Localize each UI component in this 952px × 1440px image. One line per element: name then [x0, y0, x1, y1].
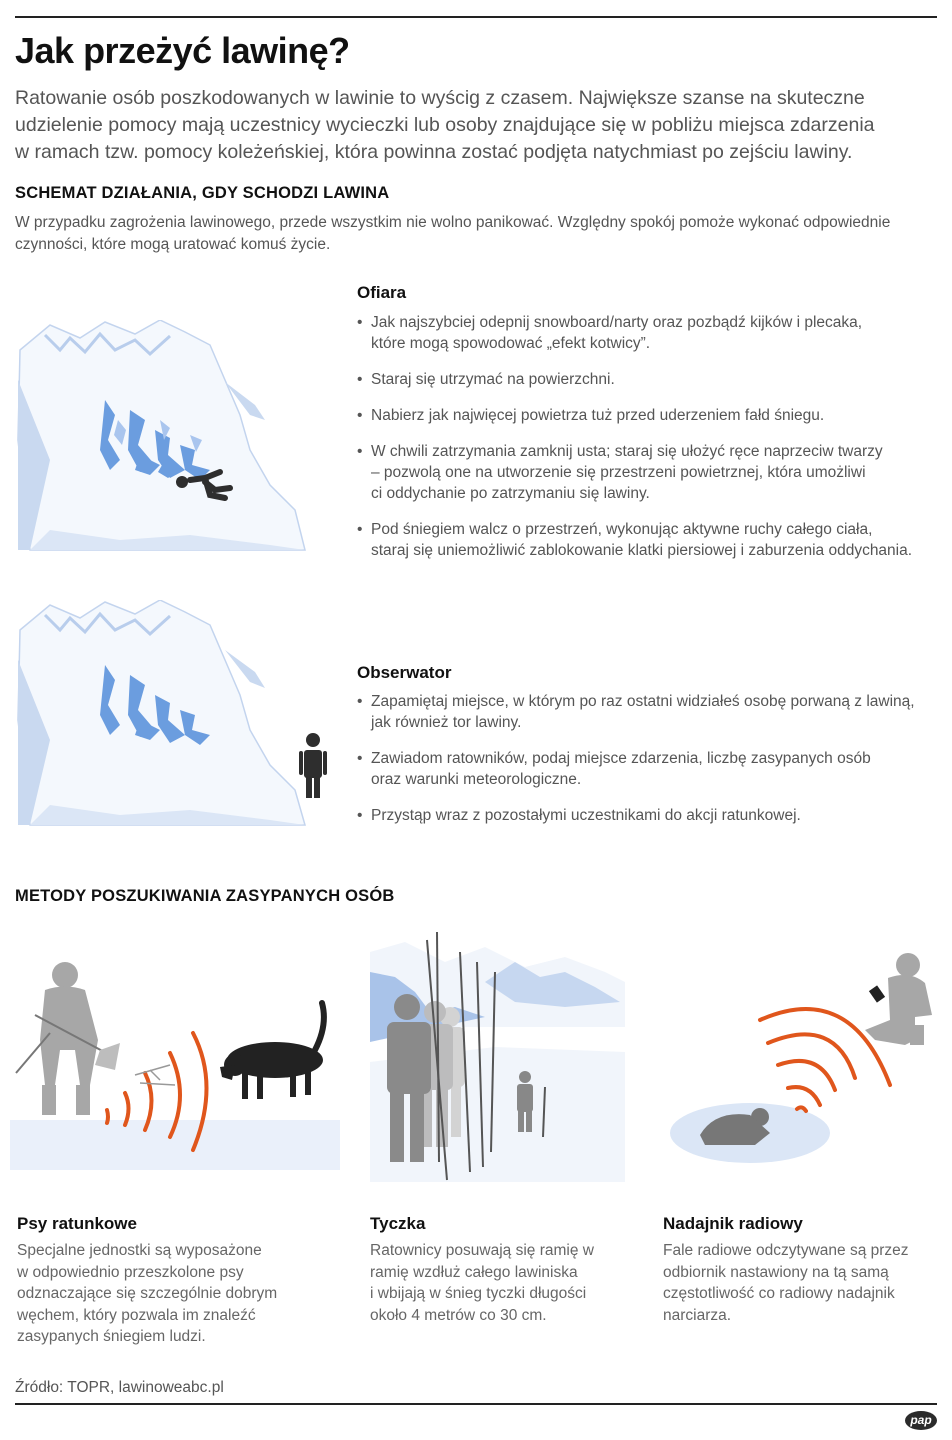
top-rule [15, 16, 937, 18]
method-dogs-text [17, 1240, 317, 1348]
method-line: odbiornik nastawiony na tą samą [663, 1263, 889, 1281]
avalanche-observer-illustration [10, 600, 340, 835]
method-probe-text [370, 1240, 640, 1326]
victim-heading: Ofiara [357, 283, 407, 302]
list-item [357, 748, 942, 790]
method-line: narciarza. [663, 1306, 732, 1324]
method-line: zasypanych śniegiem ludzi. [17, 1328, 206, 1345]
method-line: Fale radiowe odczytywane są przez [663, 1242, 909, 1259]
tip-line: które mogą spowodować „efekt kotwicy”. [371, 335, 651, 352]
list-item [357, 805, 942, 826]
victim-tips-list [357, 312, 942, 561]
tip-line: • Zawiadom ratowników, podaj miejsce zdarzenia, liczbę zasypanych osób [371, 750, 871, 767]
bottom-rule [15, 1403, 937, 1405]
method-line: węchem, który pozwala im znaleźć [17, 1306, 256, 1324]
tip-line: • Jak najszybciej odepnij snowboard/narty oraz pozbądź kijków i plecaka, [371, 314, 863, 331]
tip-line: • Nabierz jak najwięcej powietrza tuż przed uderzeniem fałd śniegu. [371, 407, 825, 424]
list-item [357, 441, 942, 504]
intro-line: udzielenie pomocy mają uczestnicy wycieczki lub osoby znajdujące się w pobliżu miejsca zdarzenia [15, 114, 875, 136]
tip-line: – pozwolą one na utworzenie się przestrzeni powietrznej, która umożliwi [371, 464, 866, 481]
schema-description [15, 212, 935, 256]
schema-line: czynności, które mogą uratować komuś życie. [15, 236, 331, 253]
radio-beacon-illustration [660, 945, 945, 1185]
pap-logo: pap [905, 1411, 937, 1430]
method-line: około 4 metrów co 30 cm. [370, 1306, 547, 1324]
list-item [357, 369, 942, 390]
source-note: Źródło: TOPR, lawinoweabc.pl [15, 1379, 224, 1396]
method-probe-title: Tyczka [370, 1214, 426, 1233]
intro-line: w ramach tzw. pomocy koleżeńskiej, która powinna zostać podjęta natychmiast po zejściu lawiny. [15, 141, 853, 163]
tip-line: • W chwili zatrzymania zamknij usta; staraj się ułożyć ręce naprzeciw twarzy [371, 443, 883, 460]
method-line: częstotliwość co radiowy nadajnik [663, 1285, 895, 1302]
tip-line: • Przystąp wraz z pozostałymi uczestnikami do akcji ratunkowej. [371, 807, 801, 824]
schema-line: W przypadku zagrożenia lawinowego, przede wszystkim nie wolno panikować. Względny spokój pomoże wykonać odpowiednie [15, 214, 891, 231]
schema-heading: SCHEMAT DZIAŁANIA, GDY SCHODZI LAWINA [15, 184, 390, 202]
methods-heading: METODY POSZUKIWANIA ZASYPANYCH OSÓB [15, 887, 395, 905]
list-item [357, 312, 942, 354]
observer-tips-list [357, 691, 942, 826]
tip-line: ci oddychanie po zatrzymaniu się lawiny. [371, 485, 650, 502]
method-radio-title: Nadajnik radiowy [663, 1214, 803, 1233]
intro-line: Ratowanie osób poszkodowanych w lawinie to wyścig z czasem. Największe szanse na skuteczne [15, 87, 865, 109]
tip-line: staraj się uniemożliwić zablokowanie klatki piersiowej i zaburzenia oddychania. [371, 542, 913, 559]
list-item [357, 519, 942, 561]
method-line: w odpowiednio przeszkolone psy [17, 1263, 244, 1281]
tip-line: oraz warunki meteorologiczne. [371, 771, 582, 788]
method-line: odznaczające się szczególnie dobrym [17, 1285, 278, 1302]
method-radio-text [663, 1240, 943, 1326]
page-title: Jak przeżyć lawinę? [15, 30, 350, 71]
intro-paragraph [15, 85, 935, 166]
tip-line: jak również tor lawiny. [371, 714, 522, 731]
list-item [357, 691, 942, 733]
method-line: i wbijają w śnieg tyczki długości [370, 1285, 587, 1302]
tip-line: • Pod śniegiem walcz o przestrzeń, wykonując aktywne ruchy całego ciała, [371, 521, 873, 538]
probe-line-illustration [365, 932, 625, 1182]
observer-heading: Obserwator [357, 663, 452, 682]
list-item [357, 405, 942, 426]
tip-line: • Zapamiętaj miejsce, w którym po raz ostatni widziałeś osobę porwaną z lawiną, [371, 693, 915, 710]
method-dogs-title: Psy ratunkowe [17, 1214, 137, 1233]
method-line: Ratownicy posuwają się ramię w [370, 1242, 594, 1259]
tip-line: • Staraj się utrzymać na powierzchni. [371, 371, 615, 388]
method-line: Specjalne jednostki są wyposażone [17, 1242, 262, 1259]
rescue-dog-illustration [10, 945, 340, 1185]
avalanche-victim-illustration [10, 320, 310, 555]
method-line: ramię wzdłuż całego lawiniska [370, 1263, 578, 1281]
